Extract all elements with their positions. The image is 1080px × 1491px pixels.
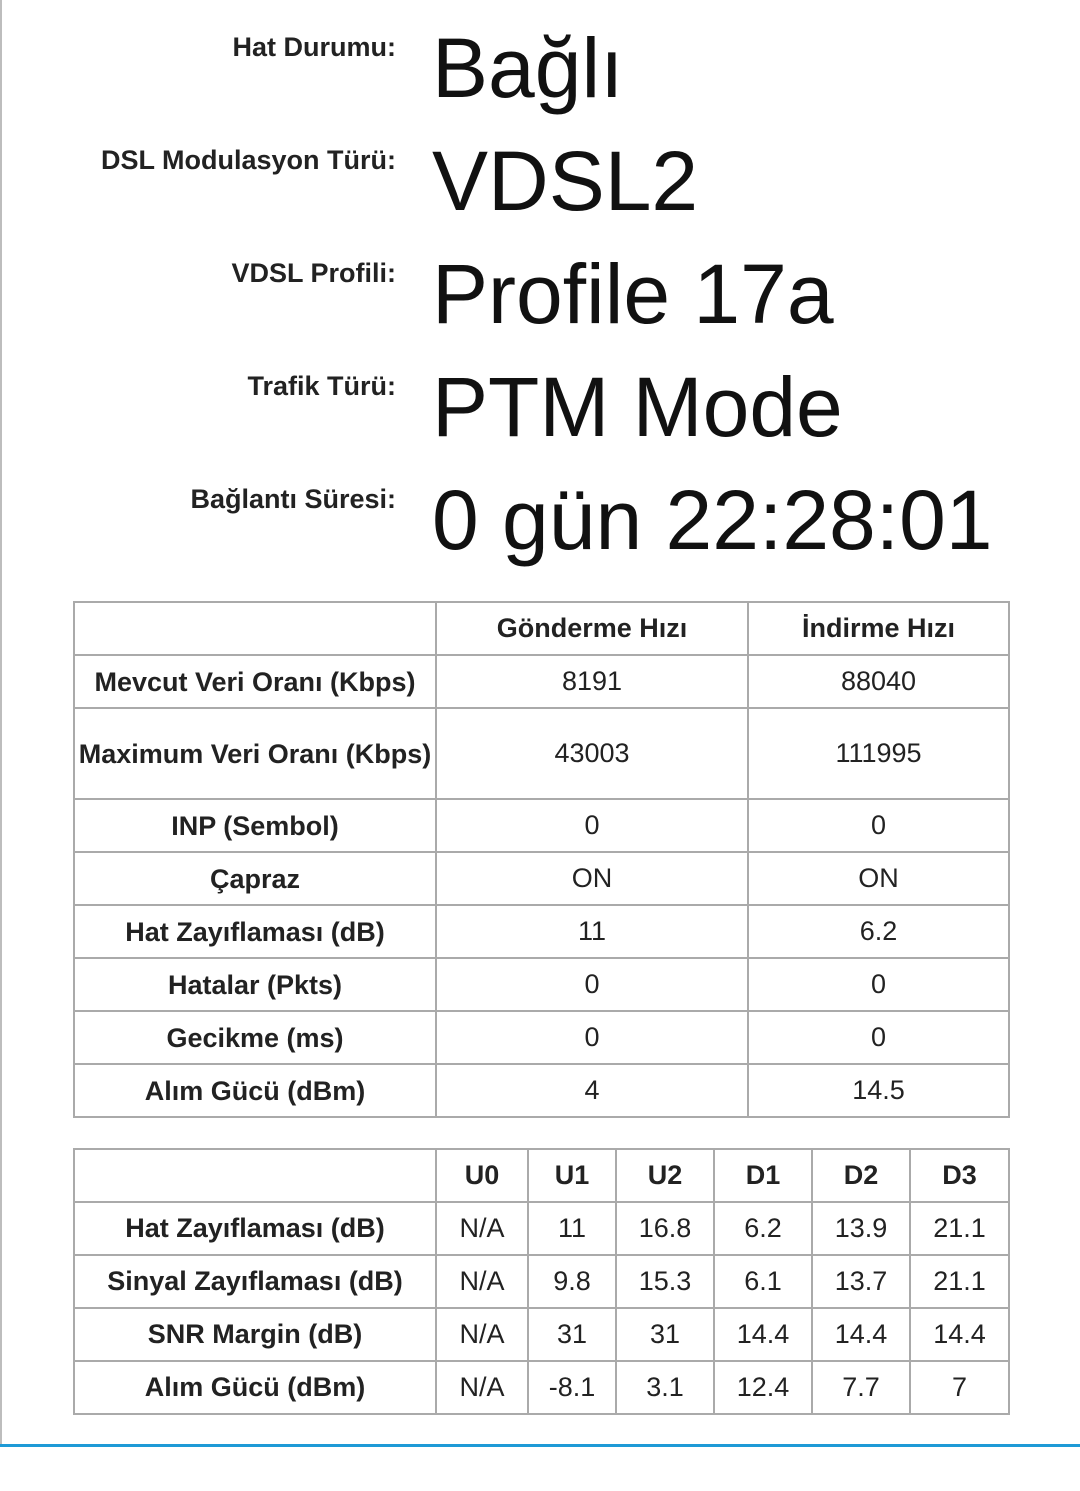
band-value: 15.3: [616, 1255, 714, 1308]
profile-value: Profile 17a: [432, 247, 834, 341]
table-row: [74, 958, 1009, 1011]
band-value: 31: [528, 1308, 616, 1361]
table-row: [74, 1064, 1009, 1117]
download-value: 0: [748, 1011, 1009, 1064]
uptime-value: 0 gün 22:28:01: [432, 473, 993, 567]
upload-value: 4: [436, 1064, 748, 1117]
band-value: 7: [910, 1361, 1009, 1414]
download-value: 14.5: [748, 1064, 1009, 1117]
band-value: 6.1: [714, 1255, 812, 1308]
table-header-row: [74, 602, 1009, 655]
band-value: N/A: [436, 1361, 528, 1414]
row-label: Hatalar (Pkts): [74, 958, 436, 1011]
upload-value: 43003: [436, 708, 748, 799]
band-value: N/A: [436, 1308, 528, 1361]
row-label: Alım Gücü (dBm): [74, 1361, 436, 1414]
upload-value: 0: [436, 958, 748, 1011]
bottom-divider: [0, 1444, 1080, 1447]
header-u2: U2: [616, 1149, 714, 1202]
upload-value: 11: [436, 905, 748, 958]
band-value: 11: [528, 1202, 616, 1255]
modulation-value: VDSL2: [432, 134, 699, 228]
band-value: N/A: [436, 1255, 528, 1308]
uptime-label: Bağlantı Süresi:: [190, 484, 396, 514]
profile-label: VDSL Profili:: [231, 258, 396, 288]
band-value: 21.1: [910, 1255, 1009, 1308]
table-row: [74, 1202, 1009, 1255]
uptime-row: [0, 470, 1080, 582]
download-value: 0: [748, 958, 1009, 1011]
table-row: [74, 852, 1009, 905]
band-value: 9.8: [528, 1255, 616, 1308]
download-value: 111995: [748, 708, 1009, 799]
row-label: Hat Zayıflaması (dB): [74, 905, 436, 958]
header-empty: [74, 602, 436, 655]
row-label: Maximum Veri Oranı (Kbps): [74, 708, 436, 799]
header-d1: D1: [714, 1149, 812, 1202]
header-download: İndirme Hızı: [748, 602, 1009, 655]
band-value: 14.4: [812, 1308, 910, 1361]
band-value: 21.1: [910, 1202, 1009, 1255]
row-label: Gecikme (ms): [74, 1011, 436, 1064]
table-row: [74, 799, 1009, 852]
band-value: N/A: [436, 1202, 528, 1255]
header-u0: U0: [436, 1149, 528, 1202]
table-row: [74, 1361, 1009, 1414]
band-value: -8.1: [528, 1361, 616, 1414]
band-value: 31: [616, 1308, 714, 1361]
band-value: 12.4: [714, 1361, 812, 1414]
download-value: 88040: [748, 655, 1009, 708]
line-status-value: Bağlı: [432, 21, 624, 115]
download-value: 0: [748, 799, 1009, 852]
profile-row: [0, 244, 1080, 356]
band-value: 6.2: [714, 1202, 812, 1255]
download-value: ON: [748, 852, 1009, 905]
line-status-row: [0, 18, 1080, 130]
upload-value: 0: [436, 799, 748, 852]
download-value: 6.2: [748, 905, 1009, 958]
table-row: [74, 1255, 1009, 1308]
table-row: [74, 655, 1009, 708]
band-value: 13.9: [812, 1202, 910, 1255]
upload-value: 0: [436, 1011, 748, 1064]
band-value: 14.4: [714, 1308, 812, 1361]
table-header-row: [74, 1149, 1009, 1202]
modulation-row: [0, 131, 1080, 243]
band-table: [73, 1148, 1010, 1415]
upload-value: ON: [436, 852, 748, 905]
row-label: Hat Zayıflaması (dB): [74, 1202, 436, 1255]
table-row: [74, 1308, 1009, 1361]
band-value: 7.7: [812, 1361, 910, 1414]
row-label: SNR Margin (dB): [74, 1308, 436, 1361]
upload-value: 8191: [436, 655, 748, 708]
rate-table: [73, 601, 1010, 1118]
traffic-label: Trafik Türü:: [247, 371, 396, 401]
line-status-label: Hat Durumu:: [232, 32, 396, 62]
band-value: 16.8: [616, 1202, 714, 1255]
band-value: 14.4: [910, 1308, 1009, 1361]
header-upload: Gönderme Hızı: [436, 602, 748, 655]
table-row: [74, 1011, 1009, 1064]
table-row: [74, 905, 1009, 958]
header-u1: U1: [528, 1149, 616, 1202]
header-empty: [74, 1149, 436, 1202]
row-label: INP (Sembol): [74, 799, 436, 852]
band-value: 13.7: [812, 1255, 910, 1308]
header-d2: D2: [812, 1149, 910, 1202]
traffic-row: [0, 357, 1080, 469]
modulation-label: DSL Modulasyon Türü:: [101, 145, 396, 175]
row-label: Çapraz: [74, 852, 436, 905]
row-label: Alım Gücü (dBm): [74, 1064, 436, 1117]
band-value: 3.1: [616, 1361, 714, 1414]
table-row: [74, 708, 1009, 799]
header-d3: D3: [910, 1149, 1009, 1202]
row-label: Mevcut Veri Oranı (Kbps): [74, 655, 436, 708]
row-label: Sinyal Zayıflaması (dB): [74, 1255, 436, 1308]
traffic-value: PTM Mode: [432, 360, 843, 454]
